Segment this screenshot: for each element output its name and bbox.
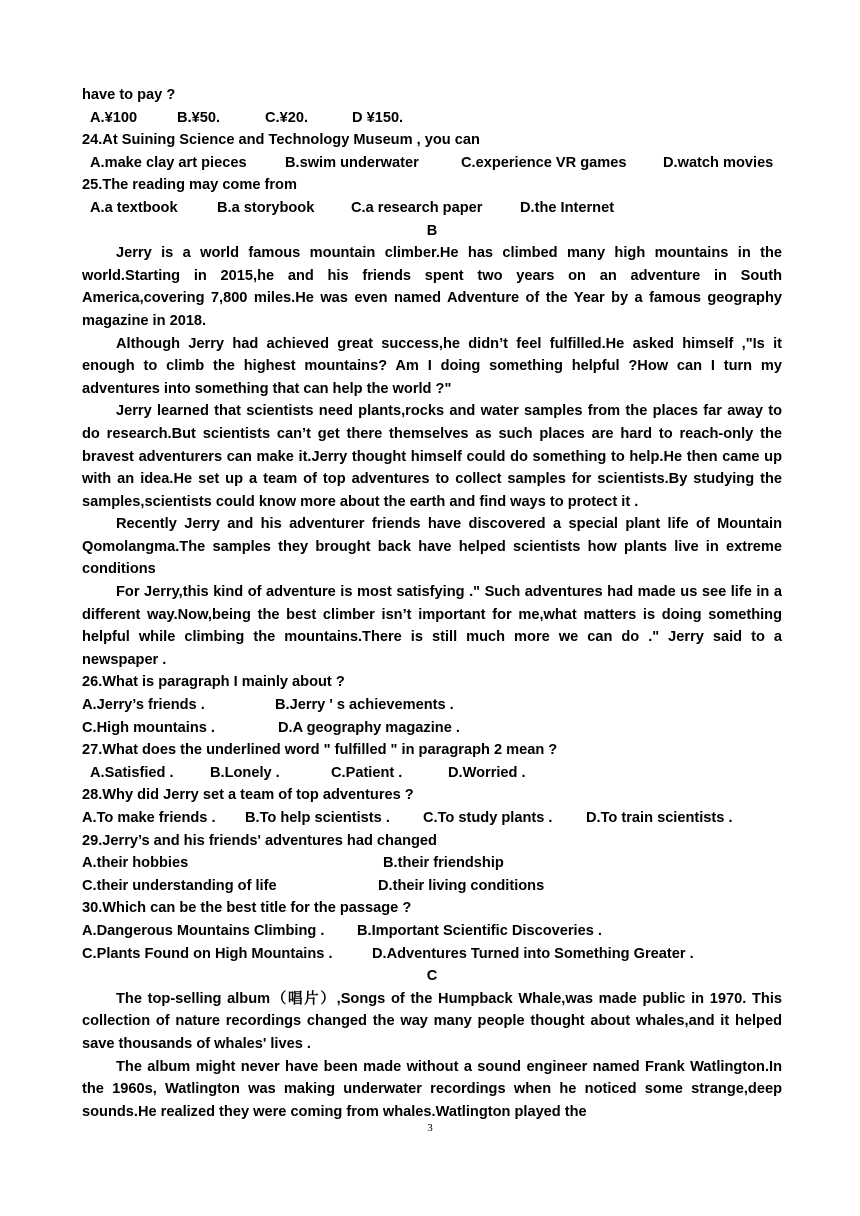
q26-option-a: A.Jerry’s friends . xyxy=(82,697,205,714)
q25-options xyxy=(82,197,782,220)
q23-option-c: C.¥20. xyxy=(265,109,308,126)
q30-option-d: D.Adventures Turned into Something Greater . xyxy=(372,945,694,962)
q28-question: 28.Why did Jerry set a team of top adventures ? xyxy=(82,787,414,804)
q24-option-a: A.make clay art pieces xyxy=(90,154,247,171)
q30-option-c: C.Plants Found on High Mountains . xyxy=(82,945,333,962)
q25-option-a: A.a textbook xyxy=(90,199,178,216)
c-paragraph-1: The top-selling album（唱片）,Songs of the Humpback Whale,was made public in 1970. This collection of nature recordings changed the way many people thought about whales,and it helped save thousands of whales' lives . xyxy=(82,990,782,1052)
b-paragraph-4: Recently Jerry and his adventurer friends have discovered a special plant life of Mountain Qomolangma.The samples they brought back have helped scientists how plants live in extreme conditions xyxy=(82,516,782,578)
q25-option-d: D.the Internet xyxy=(520,199,615,216)
q23-option-a: A.¥100 xyxy=(90,109,138,126)
q30-option-b: B.Important Scientific Discoveries . xyxy=(357,922,602,939)
c-paragraph-2: The album might never have been made without a sound engineer named Frank Watlington.In the 1960s, Watlington was making underwater recordings when he noticed some strange,deep sounds.He realized they were coming from whales.Watlington played the xyxy=(82,1058,782,1120)
q28-option-d: D.To train scientists . xyxy=(586,810,733,826)
q26-option-d: D.A geography magazine . xyxy=(278,719,460,736)
q27-option-d: D.Worried . xyxy=(448,764,526,781)
q28-option-c: C.To study plants . xyxy=(423,810,553,826)
q28-options xyxy=(82,807,782,830)
q30-question: 30.Which can be the best title for the passage ? xyxy=(82,900,412,917)
q29-question: 29.Jerry’s and his friends' adventures had changed xyxy=(82,832,437,849)
section-c-heading: C xyxy=(426,968,438,985)
q26-options-row-1 xyxy=(82,694,782,717)
q25-option-b: B.a storybook xyxy=(217,199,315,216)
q24-option-c: C.experience VR games xyxy=(461,154,627,171)
b-paragraph-3: Jerry learned that scientists need plants,rocks and water samples from the places far away to do research.But scientists can’t get there themselves as such places are hard to reach-only the bravest adventurers can make it.Jerry thought himself could do something to help.He then came up with an idea.He set up a team of top adventures to collect samples for scientists.By studying the samples,scientists could know more about the earth and find ways to protect it . xyxy=(82,403,782,510)
q26-option-c: C.High mountains . xyxy=(82,719,215,736)
q29-options-row-1 xyxy=(82,852,782,875)
exam-page xyxy=(82,84,782,1123)
page-number: 3 xyxy=(427,1122,433,1134)
q23-options xyxy=(82,107,782,130)
q29-option-b: B.their friendship xyxy=(383,855,504,872)
q27-options xyxy=(82,762,782,785)
q27-option-b: B.Lonely . xyxy=(210,764,280,781)
q30-options-row-1 xyxy=(82,920,782,943)
b-paragraph-5: For Jerry,this kind of adventure is most satisfying ." Such adventures had made us see life in a different way.Now,being the best climber isn’t important for me,what matters is doing something helpful while climbing the mountains.There is still much more we can do ." Jerry said to a newspaper . xyxy=(82,584,782,668)
q30-options-row-2 xyxy=(82,943,782,966)
q24-question: 24.At Suining Science and Technology Museum , you can xyxy=(82,132,480,149)
q26-options-row-2 xyxy=(82,717,782,740)
q23-tail: have to pay ? xyxy=(82,87,176,103)
q28-option-a: A.To make friends . xyxy=(82,810,216,826)
q25-option-c: C.a research paper xyxy=(351,199,483,216)
q29-option-c: C.their understanding of life xyxy=(82,877,277,894)
q28-option-b: B.To help scientists . xyxy=(245,810,390,826)
q24-option-b: B.swim underwater xyxy=(285,154,419,171)
q29-option-a: A.their hobbies xyxy=(82,855,189,872)
q23-option-d: D ¥150. xyxy=(352,109,404,126)
b-paragraph-2: Although Jerry had achieved great success,he didn’t feel fulfilled.He asked himself ,"Is it enough to climb the highest mountains? Am I doing something helpful ?How can I turn my adventures into something that can help the world ?" xyxy=(82,335,782,397)
q24-options xyxy=(82,152,782,175)
q27-question: 27.What does the underlined word " fulfilled " in paragraph 2 mean ? xyxy=(82,742,558,759)
q25-question: 25.The reading may come from xyxy=(82,177,297,194)
section-b-heading: B xyxy=(426,222,438,239)
q26-question: 26.What is paragraph I mainly about ? xyxy=(82,674,345,691)
q24-option-d: D.watch movies xyxy=(663,154,774,171)
q26-option-b: B.Jerry ' s achievements . xyxy=(275,697,454,714)
q30-option-a: A.Dangerous Mountains Climbing . xyxy=(82,922,325,939)
b-paragraph-1: Jerry is a world famous mountain climber.He has climbed many high mountains in the world.Starting in 2015,he and his friends spent two years on an adventure in South America,covering 7,800 miles.He was even named Adventure of the Year by a famous geography magazine in 2018. xyxy=(82,245,782,329)
q29-option-d: D.their living conditions xyxy=(378,877,545,894)
q29-options-row-2 xyxy=(82,875,782,898)
q27-option-a: A.Satisfied . xyxy=(90,764,174,781)
q27-option-c: C.Patient . xyxy=(331,764,403,781)
q23-option-b: B.¥50. xyxy=(177,109,220,126)
